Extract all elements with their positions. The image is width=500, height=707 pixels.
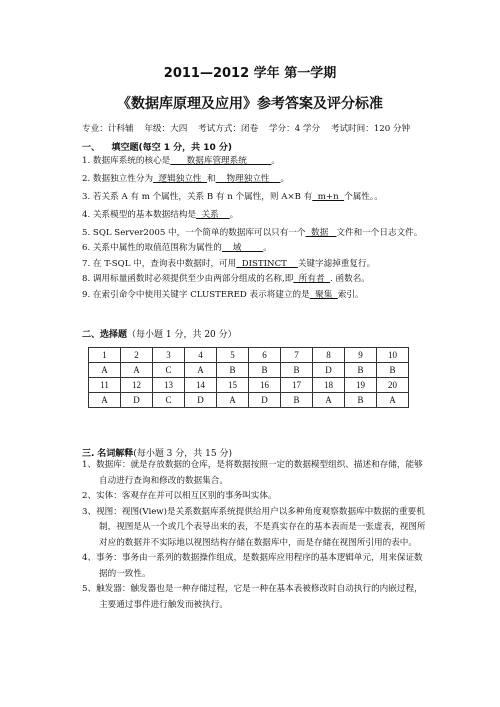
answer-blank: 域: [221, 243, 264, 253]
fill-item-3: 3. 若关系 A 有 m 个属性，关系 B 有 n 个属性，则 A×B 有 m+n 个属性。。: [82, 192, 383, 202]
definition-text: 触发器：触发器也是一种存储过程，它是一种在基本表被修改时自动执行的内嵌过程，: [96, 584, 423, 594]
section-3-note: (每小题 3 分，共 15 分): [133, 449, 232, 459]
table-row: [89, 378, 409, 393]
table-cell: 11: [89, 378, 121, 393]
table-cell: 18: [313, 378, 345, 393]
fill-item-4: 4. 关系模型的基本数据结构是 关系 。: [82, 210, 239, 220]
fill-item-6: 6. 关系中属性的取值范围称为属性的 域 。: [82, 243, 272, 253]
table-cell: 13: [153, 378, 185, 393]
answer-blank: 物理独立性: [215, 174, 281, 184]
fill-item-8: 8. 调用标量函数时必须提供至少由两部分组成的名称,即 所有者 . 函数名。: [82, 274, 370, 284]
definition-item: [82, 505, 482, 552]
info-credits: 学分：4 学分: [268, 124, 321, 134]
table-cell: 7: [281, 348, 313, 363]
table-cell: B: [217, 363, 249, 378]
table-cell: B: [345, 363, 377, 378]
definition-number: 5、: [82, 584, 97, 594]
definition-number: 3、: [82, 506, 97, 517]
section-1-title: 填空题(每空 1 分，共 10 分): [111, 143, 233, 153]
answer-blank: 逻辑独立性: [153, 174, 207, 184]
table-cell: A: [313, 393, 345, 408]
table-cell: D: [249, 393, 281, 408]
fill-item-9: 9. 在索引命令中使用关键字 CLUSTERED 表示将建立的是 聚集 索引。: [82, 290, 364, 300]
fill-item-5: 5. SQL Server2005 中，一个简单的数据库可以只有一个 数据 文件和一个日志文件。: [82, 228, 423, 238]
definition-item: [82, 551, 482, 582]
table-cell: C: [153, 363, 185, 378]
definition-text: 自动进行查询和修改的数据集合。: [99, 475, 228, 486]
answer-blank: 聚集: [309, 290, 338, 300]
table-cell: D: [121, 393, 153, 408]
section-2-note: （每小题 1 分，共 20 分）: [127, 330, 237, 340]
table-cell: D: [313, 363, 345, 378]
answer-blank: 数据: [305, 228, 337, 238]
table-cell: 2: [121, 348, 153, 363]
exam-info-line: [82, 122, 482, 134]
table-cell: A: [377, 393, 409, 408]
section-2-heading: [82, 327, 237, 340]
table-cell: 19: [345, 378, 377, 393]
section-3-number: 三.: [82, 449, 95, 459]
table-cell: 16: [249, 378, 281, 393]
answer-blank: DISTINCT: [236, 259, 298, 269]
info-duration: 考试时间：120 分钟: [330, 124, 411, 134]
definition-text: 对应的数据并不实际地以视图结构存储在数据库中，而是存储在视图所引用的表中。: [99, 537, 417, 548]
table-cell: A: [89, 393, 121, 408]
term-heading: 2011—2012 学年 第一学期: [163, 66, 337, 81]
table-cell: 5: [217, 348, 249, 363]
table-cell: B: [345, 393, 377, 408]
fill-item-2: 2. 数据独立性分为 逻辑独立性 和 物理独立性 。: [82, 174, 290, 184]
table-cell: 17: [281, 378, 313, 393]
definition-text: 数据库：就是存放数据的仓库，是将数据按照一定的数据模型组织、描述和存储，能够: [96, 460, 423, 470]
table-cell: B: [281, 363, 313, 378]
table-cell: 12: [121, 378, 153, 393]
definition-list: [82, 458, 482, 613]
info-grade: 年级：大四: [144, 124, 188, 134]
page-title: 《数据库原理及应用》参考答案及评分标准: [117, 96, 383, 112]
table-cell: 20: [377, 378, 409, 393]
definition-text: 主要通过事件进行触发而被执行。: [99, 599, 228, 610]
section-1-number: 一、: [82, 143, 101, 153]
info-exam-mode: 考试方式：闭卷: [198, 124, 259, 134]
table-cell: B: [249, 363, 281, 378]
table-cell: D: [185, 393, 217, 408]
definition-text: 视图：视图(View)是关系数据库系统提供给用户以多种角度观察数据库中数据的重要机: [96, 506, 425, 517]
definition-number: 1、: [82, 460, 97, 470]
table-cell: 8: [313, 348, 345, 363]
table-cell: 1: [89, 348, 121, 363]
table-cell: 9: [345, 348, 377, 363]
table-cell: 4: [185, 348, 217, 363]
table-cell: 15: [217, 378, 249, 393]
table-cell: C: [153, 393, 185, 408]
definition-text: 事务：事务由一系列的数据操作组成，是数据库应用程序的基本逻辑单元，用来保证数: [96, 553, 423, 563]
answer-blank: m+n: [312, 192, 345, 202]
table-row: [89, 363, 409, 378]
table-cell: A: [89, 363, 121, 378]
definition-text: 实体：客观存在并可以相互区别的事务叫实体。: [96, 491, 277, 501]
table-row: [89, 393, 409, 408]
section-2-title: 二、选择题: [82, 330, 128, 340]
section-1-heading: [82, 140, 232, 153]
definition-number: 4、: [82, 553, 97, 563]
table-cell: A: [185, 363, 217, 378]
section-3-title: 名词解释: [97, 449, 134, 459]
fill-item-1: 1. 数据库系统的核心是 数据库管理系统 。: [82, 156, 281, 166]
fill-item-7: 7. 在 T-SQL 中，查询表中数据时，可用 DISTINCT 关键字滤掉重复行。: [82, 259, 376, 269]
answer-blank: 所有者: [293, 274, 331, 284]
table-cell: B: [377, 363, 409, 378]
answer-blank: 数据库管理系统: [170, 156, 272, 166]
table-cell: 14: [185, 378, 217, 393]
table-cell: 10: [377, 348, 409, 363]
definition-text: 制，视图是从一个或几个表导出来的表，不是真实存在的基本表而是一张虚表，视图所: [99, 522, 426, 532]
definition-item: [82, 582, 482, 613]
table-cell: A: [217, 393, 249, 408]
definition-item: [82, 458, 482, 489]
table-cell: 6: [249, 348, 281, 363]
definition-item: [82, 489, 482, 505]
definition-number: 2、: [82, 491, 97, 501]
table-cell: 3: [153, 348, 185, 363]
answer-blank: 关系: [196, 210, 230, 220]
table-cell: B: [281, 393, 313, 408]
table-row: [89, 348, 409, 363]
definition-text: 据的一致性。: [99, 568, 151, 579]
table-cell: A: [121, 363, 153, 378]
info-major: 专业：计科辅: [82, 124, 134, 134]
answer-table: [88, 347, 409, 408]
